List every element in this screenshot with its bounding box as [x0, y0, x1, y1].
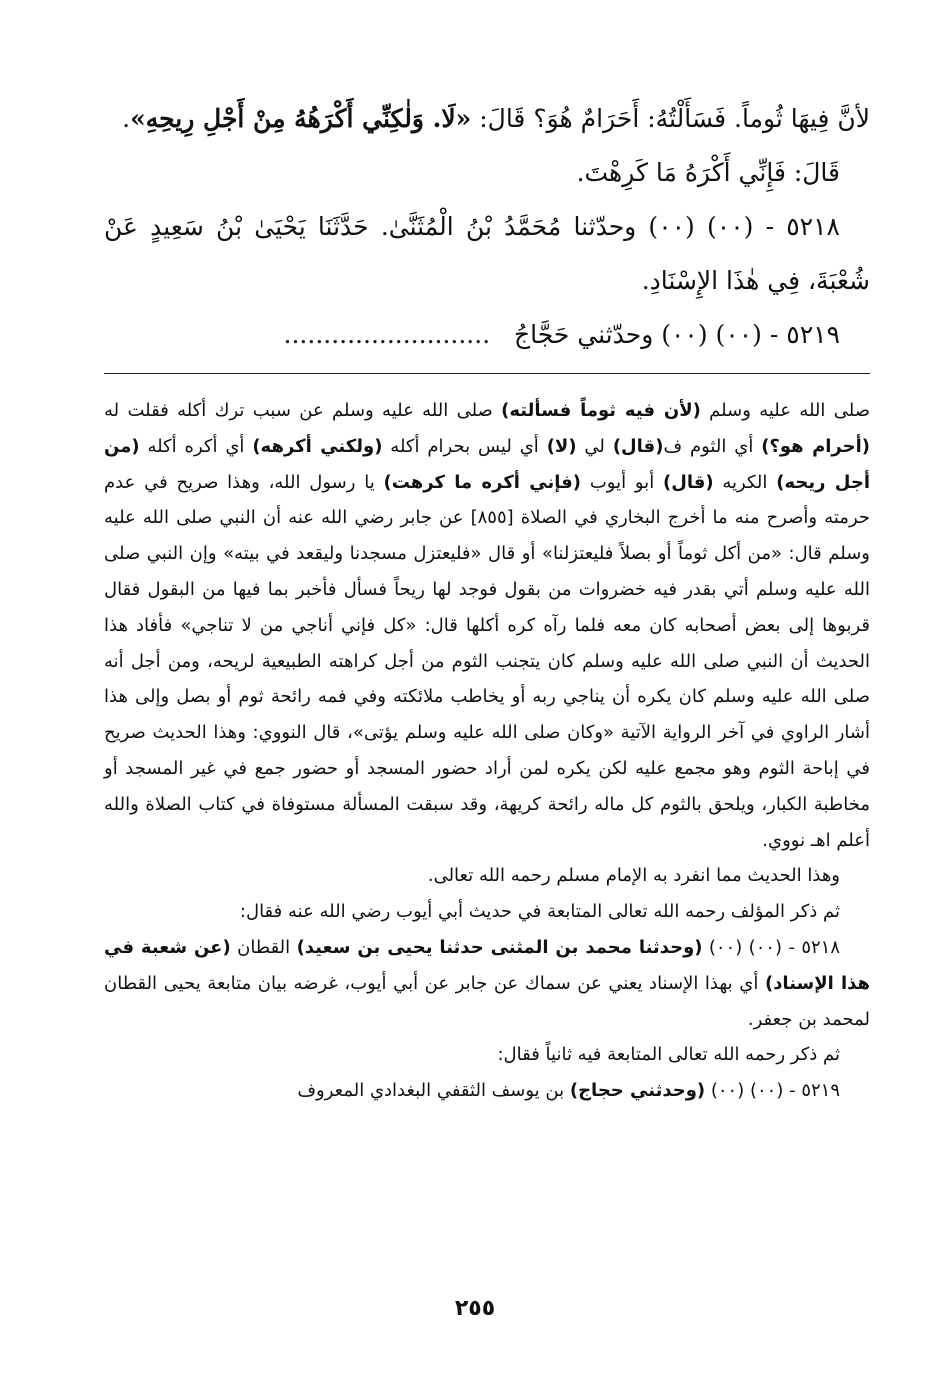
main-p4-dots: ..........................: [283, 320, 491, 349]
commentary-p1-seg: (قال): [612, 435, 664, 457]
commentary-p4-seg: (وحدثنا محمد بن المثنى حدثنا يحيى بن سعيد): [296, 936, 703, 958]
commentary-p1-seg: الكريه: [713, 471, 777, 493]
commentary-p1-seg: (لأن فيه ثوماً فسألته): [501, 400, 701, 421]
commentary-paragraph-3: ثم ذكر المؤلف رحمه الله تعالى المتابعة في حديث أبي أيوب رضي الله عنه فقال:: [239, 901, 840, 923]
main-paragraph-3: ٥٢١٨ - (٠٠) (٠٠) وحدّثنا مُحَمَّدُ بْنُ الْمُثَنَّىٰ. حَدَّثَنَا يَحْيَىٰ بْنُ سَعِيدٍ عَنْ شُعْبَةَ، فِي هٰذَا الإِسْنَادِ.: [104, 212, 870, 295]
commentary-p1-seg: (قال): [662, 471, 714, 493]
commentary-paragraph-6: [104, 1073, 870, 1109]
commentary-p1-seg: (من أجل ريحه): [104, 435, 870, 493]
main-p1-quote: «لَا. وَلٰكِنِّي أَكْرَهُهُ مِنْ أَجْلِ رِيحِهِ»: [130, 104, 472, 133]
main-paragraph-1: [104, 92, 870, 146]
commentary-p6-seg: بن يوسف الثقفي البغدادي المعروف: [297, 1080, 570, 1102]
main-p1-suffix: .: [122, 104, 131, 133]
commentary-p4-seg: أي بهذا الإسناد يعني عن سماك عن جابر عن أبي أيوب، غرضه بيان متابعة يحيى القطان لمحمد بن جعفر.: [104, 972, 870, 1030]
commentary-p1-seg: (أحرام هو؟): [761, 435, 870, 457]
main-text: [104, 92, 870, 362]
commentary-text: [104, 393, 870, 1109]
commentary-p6-seg: ٥٢١٩ - (٠٠) (٠٠): [705, 1080, 840, 1102]
commentary-p1-seg: يا رسول الله، وهذا صريح في عدم حرمته وأصرح منه ما أخرج البخاري في الصلاة [٨٥٥] عن جابر رضي الله عنه أن النبي صلى الله عليه وسلم قال: «من أكل ثوماً أو بصلاً فليعتزلنا» أو قال «فليعتزل مسجدنا وليقعد في بيته» وإن النبي صلى الله عليه وسلم أتي بقدر فيه خضروات من بقول فوجد لها ريحاً فسأل فأخبر بما فيها من البقول فقال قربوها إلى بعض أصحابه كان معه فلما رآه كره أكلها قال: «كل فإني أناجي من لا تناجي» فأفاد هذا الحديث أن النبي صلى الله عليه وسلم كان يتجنب الثوم من أجل كراهته الطبيعية لريحه، ومن أجل أنه صلى الله عليه وسلم كان يكره أن يناجي ربه أو يخاطب ملائكته وفي فمه رائحة ثوم أو بصل وإلى هذا أشار الراوي في آخر الرواية الآتية «وكان صلى الله عليه وسلم يؤتى»، قال النووي: وهذا الحديث صريح في إباحة الثوم وهو مجمع عليه لكن يكره لمن أراد حضور المسجد أو حضور جمع في غير المسجد أو مخاطبة الكبار، ويلحق بالثوم كل ماله رائحة كريهة، وقد سبقت المسألة مستوفاة في كتاب الصلاة والله أعلم اهـ نووي.: [104, 471, 871, 851]
page-number: ٢٥٥: [454, 1296, 496, 1321]
commentary-p1-seg: (فإني أكره ما كرهت): [383, 471, 582, 493]
commentary-p1-seg: لي: [576, 435, 613, 457]
commentary-p1-seg: صلى الله عليه وسلم: [700, 400, 870, 421]
commentary-paragraph-2: وهذا الحديث مما انفرد به الإمام مسلم رحمه الله تعالى.: [427, 865, 840, 887]
commentary-p4-seg: القطان: [230, 936, 297, 958]
commentary-p1-seg: (ولكني أكرهه): [252, 435, 383, 457]
main-paragraph-4: [104, 308, 870, 362]
commentary-p1-seg: (لا): [546, 435, 577, 457]
commentary-p1-seg: أبو أيوب: [581, 471, 663, 493]
section-divider: [104, 373, 870, 374]
commentary-p4-seg: ٥٢١٨ - (٠٠) (٠٠): [702, 936, 840, 958]
commentary-p1-seg: أي أكره أكله: [139, 435, 253, 457]
commentary-p1-seg: صلى الله عليه وسلم عن سبب ترك أكله فقلت له: [104, 400, 502, 421]
commentary-paragraph-5: ثم ذكر رحمه الله تعالى المتابعة فيه ثانياً فقال:: [497, 1044, 840, 1066]
commentary-p4-seg: (عن شعبة في هذا الإسناد): [104, 936, 870, 994]
commentary-p1-seg: أي الثوم ف: [663, 435, 762, 457]
main-p4-text: ٥٢١٩ - (٠٠) (٠٠) وحدّثني حَجَّاجُ: [514, 320, 840, 349]
main-paragraph-2: قَالَ: فَإِنِّي أَكْرَهُ مَا كَرِهْتَ.: [576, 158, 840, 187]
commentary-p6-seg: (وحدثني حجاج): [569, 1080, 706, 1102]
commentary-paragraph-4: [104, 930, 870, 1037]
commentary-p1-seg: أي ليس بحرام أكله: [382, 435, 547, 457]
main-p1-prefix: لأنَّ فِيهَا ثُوماً. فَسَأَلْتُهُ: أَحَرَامٌ هُوَ؟ قَالَ:: [471, 104, 870, 133]
commentary-paragraph-1: [104, 393, 870, 858]
